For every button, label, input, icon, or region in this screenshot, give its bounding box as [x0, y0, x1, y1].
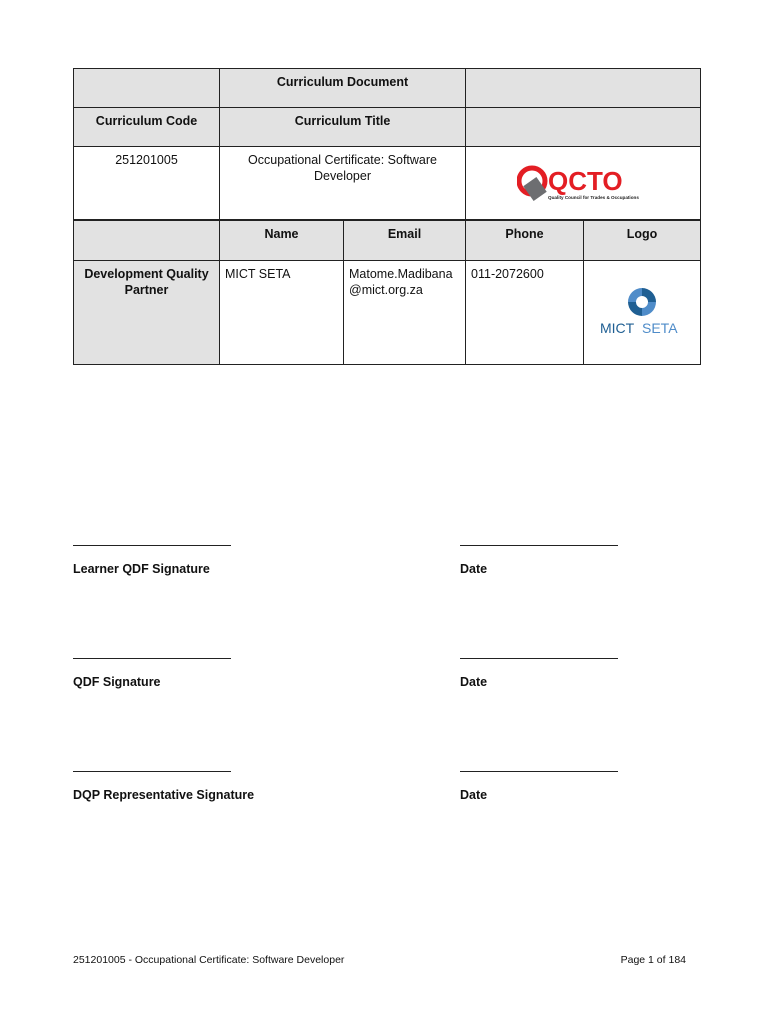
dqp-date-label: Date [460, 788, 488, 802]
partner-email-line2: @mict.org.za [349, 282, 423, 297]
partner-name: MICT SETA [220, 260, 344, 364]
partner-label: Development Quality Partner [74, 260, 220, 364]
empty-cell [466, 69, 701, 108]
dqp-signature-label: DQP Representative Signature [73, 788, 255, 802]
qcto-logo-text: QCTO [548, 166, 623, 196]
table-row [74, 147, 701, 221]
table-row [74, 69, 701, 108]
curriculum-code-value: 251201005 [74, 147, 220, 221]
table-row [74, 108, 701, 147]
table-row [74, 220, 701, 260]
logo-column-header: Logo [584, 220, 701, 260]
mict-logo-text-b: SETA [642, 319, 678, 336]
mict-logo-text-a: MICT [600, 319, 635, 336]
qcto-logo [517, 162, 649, 204]
dqp-signature-line [73, 771, 231, 772]
email-column-header: Email [344, 220, 466, 260]
footer-document-title: 251201005 - Occupational Certificate: Software Developer [73, 954, 345, 966]
empty-cell [74, 220, 220, 260]
learner-signature-line [73, 545, 231, 546]
mict-seta-logo [594, 284, 690, 340]
curriculum-title-value: Occupational Certificate: Software Developer [220, 147, 466, 221]
dqp-date-line [460, 771, 618, 772]
curriculum-title-label: Curriculum Title [220, 108, 466, 147]
phone-column-header: Phone [466, 220, 584, 260]
qdf-date-label: Date [460, 675, 488, 689]
footer-page-number: Page 1 of 184 [620, 954, 686, 966]
qcto-logo-cell [466, 147, 701, 221]
learner-signature-label: Learner QDF Signature [73, 562, 210, 576]
partner-phone: 011-2072600 [466, 260, 584, 364]
qdf-date-line [460, 658, 618, 659]
table-row [74, 260, 701, 364]
qcto-logo-tagline: Quality Council for Trades & Occupations [548, 195, 639, 200]
curriculum-document-heading: Curriculum Document [220, 69, 466, 108]
curriculum-code-label: Curriculum Code [74, 108, 220, 147]
name-column-header: Name [220, 220, 344, 260]
qdf-signature-line [73, 658, 231, 659]
partner-email-line1: Matome.Madibana [349, 266, 453, 281]
qdf-signature-label: QDF Signature [73, 675, 161, 689]
curriculum-table [73, 68, 701, 365]
partner-email-cell [344, 260, 466, 364]
empty-cell [74, 69, 220, 108]
learner-date-line [460, 545, 618, 546]
learner-date-label: Date [460, 562, 488, 576]
empty-cell [466, 108, 701, 147]
mict-logo-cell [584, 260, 701, 364]
